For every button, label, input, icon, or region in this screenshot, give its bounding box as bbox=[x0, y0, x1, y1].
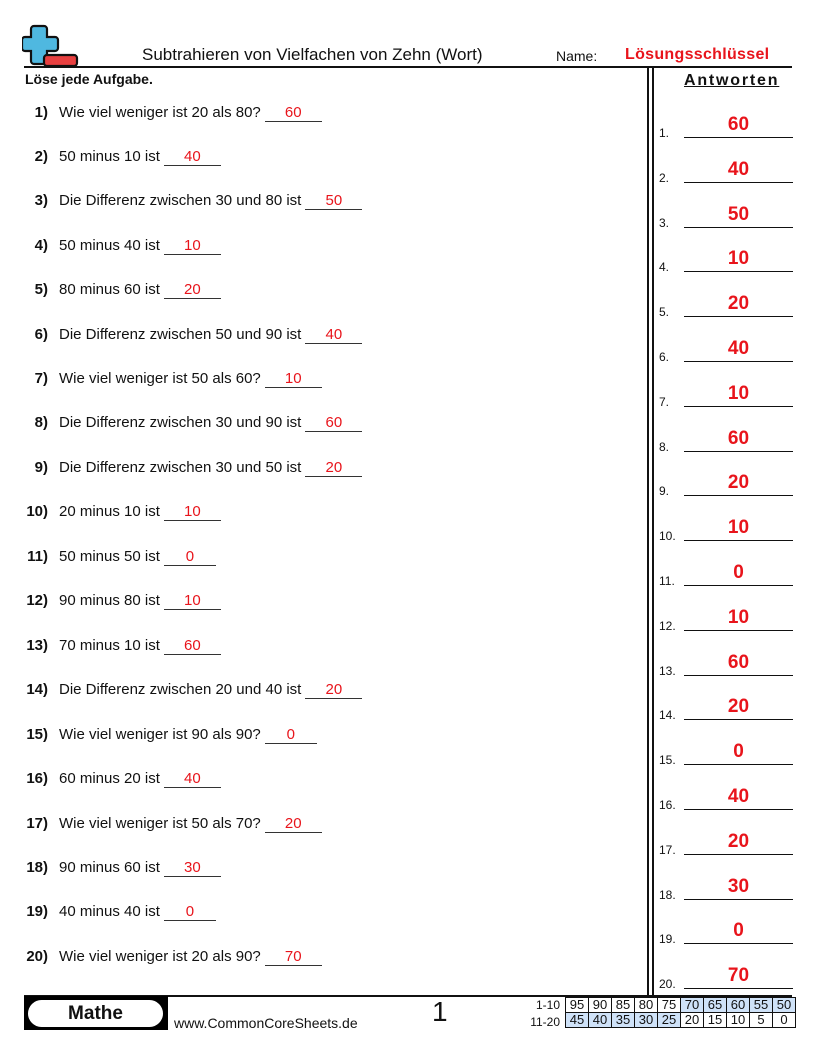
problem-text bbox=[59, 770, 221, 788]
answer-key-line bbox=[684, 988, 793, 989]
answer-key-line bbox=[684, 675, 793, 676]
answer-key-item bbox=[659, 638, 793, 678]
problem-prompt: Wie viel weniger ist 90 als 90? bbox=[59, 726, 261, 743]
problem-number: 6) bbox=[34, 326, 48, 343]
answer-blank[interactable]: 20 bbox=[265, 815, 322, 833]
answer-key-item bbox=[659, 190, 793, 230]
score-cell: 15 bbox=[704, 1013, 727, 1028]
answer-key-value: 40 bbox=[727, 158, 750, 180]
problem-number: 5) bbox=[34, 281, 48, 298]
problem-number: 9) bbox=[34, 459, 48, 476]
answer-key-item bbox=[659, 817, 793, 857]
answer-key-number: 10. bbox=[659, 529, 676, 544]
answer-key-number: 4. bbox=[659, 260, 670, 275]
answer-key-value: 20 bbox=[727, 830, 750, 852]
answer-key-value: 0 bbox=[733, 741, 744, 763]
website-url: www.CommonCoreSheets.de bbox=[174, 1015, 358, 1031]
problem-prompt: Die Differenz zwischen 50 und 90 ist bbox=[59, 326, 302, 343]
answer-key-value: 20 bbox=[727, 472, 750, 494]
problem-text bbox=[59, 192, 362, 210]
problem-text bbox=[59, 859, 221, 877]
header-divider bbox=[24, 66, 792, 68]
answer-blank[interactable]: 70 bbox=[265, 948, 322, 966]
answer-key-item bbox=[659, 100, 793, 140]
answer-blank[interactable]: 0 bbox=[265, 726, 317, 744]
answer-key-line bbox=[684, 943, 793, 944]
score-cell: 35 bbox=[612, 1013, 635, 1028]
answer-key-item bbox=[659, 772, 793, 812]
problem-text bbox=[59, 148, 221, 166]
answer-key-number: 3. bbox=[659, 215, 670, 230]
name-label: Name: bbox=[556, 48, 598, 64]
answer-blank[interactable]: 40 bbox=[305, 326, 362, 344]
problem-item bbox=[0, 370, 640, 392]
problem-item bbox=[0, 592, 640, 614]
answer-key-value: 10 bbox=[727, 382, 750, 404]
problem-text bbox=[59, 681, 362, 699]
problem-item bbox=[0, 237, 640, 259]
answer-blank[interactable]: 40 bbox=[164, 770, 221, 788]
score-cell: 10 bbox=[727, 1013, 750, 1028]
answer-blank[interactable]: 10 bbox=[164, 237, 221, 255]
problem-item bbox=[0, 503, 640, 525]
answer-key-line bbox=[684, 137, 793, 138]
column-divider bbox=[652, 67, 654, 995]
answer-key-line bbox=[684, 406, 793, 407]
problem-prompt: 50 minus 10 ist bbox=[59, 148, 160, 165]
score-cell: 65 bbox=[704, 998, 727, 1013]
problem-prompt: 20 minus 10 ist bbox=[59, 503, 160, 520]
answer-key-number: 14. bbox=[659, 708, 676, 723]
answer-blank[interactable]: 10 bbox=[265, 370, 322, 388]
answer-key-number: 11. bbox=[659, 574, 675, 588]
answer-key-item bbox=[659, 145, 793, 185]
answer-key-line bbox=[684, 316, 793, 317]
problem-number: 7) bbox=[34, 370, 48, 387]
score-row-label: 11-20 bbox=[530, 1015, 560, 1029]
problem-prompt: Die Differenz zwischen 20 und 40 ist bbox=[59, 681, 302, 698]
score-cell: 30 bbox=[635, 1013, 658, 1028]
score-cell: 5 bbox=[750, 1013, 773, 1028]
problem-number: 18) bbox=[26, 859, 48, 876]
plus-minus-logo-icon bbox=[22, 24, 80, 68]
score-row bbox=[566, 998, 796, 1013]
problem-prompt: 60 minus 20 ist bbox=[59, 770, 160, 787]
answer-key-number: 8. bbox=[659, 439, 670, 454]
answer-key-line bbox=[684, 361, 793, 362]
problem-number: 16) bbox=[26, 770, 48, 787]
answer-key-number: 15. bbox=[659, 753, 676, 768]
problem-prompt: 40 minus 40 ist bbox=[59, 903, 160, 920]
problem-text bbox=[59, 637, 221, 655]
answer-key-value: 10 bbox=[727, 248, 750, 270]
answer-key-item bbox=[659, 458, 793, 498]
problem-prompt: Die Differenz zwischen 30 und 50 ist bbox=[59, 459, 302, 476]
answer-key-item bbox=[659, 369, 793, 409]
problem-prompt: 90 minus 60 ist bbox=[59, 859, 160, 876]
score-table bbox=[565, 997, 796, 1028]
answer-key-number: 6. bbox=[659, 350, 670, 364]
answer-key-value: 10 bbox=[727, 517, 750, 539]
problem-number: 2) bbox=[34, 148, 48, 165]
problem-number: 1) bbox=[34, 104, 48, 121]
answer-key-value: 10 bbox=[727, 606, 750, 628]
problem-prompt: Wie viel weniger ist 50 als 60? bbox=[59, 370, 261, 387]
answer-key-line bbox=[684, 182, 793, 183]
answer-key-item bbox=[659, 727, 793, 767]
score-cell: 95 bbox=[566, 998, 589, 1013]
problem-number: 8) bbox=[34, 414, 48, 431]
answer-blank[interactable]: 40 bbox=[164, 148, 221, 166]
answer-key-item bbox=[659, 548, 793, 588]
answer-key-value: 60 bbox=[727, 651, 750, 673]
answer-key-line bbox=[684, 719, 793, 720]
answer-key-line bbox=[684, 630, 793, 631]
answer-blank[interactable]: 0 bbox=[164, 903, 216, 921]
problem-item bbox=[0, 192, 640, 214]
problem-item bbox=[0, 681, 640, 703]
problem-text bbox=[59, 815, 322, 833]
problem-number: 4) bbox=[34, 237, 48, 254]
answer-key-line bbox=[684, 854, 793, 855]
problem-prompt: Wie viel weniger ist 50 als 70? bbox=[59, 815, 261, 832]
answer-key-number: 2. bbox=[659, 170, 670, 185]
problem-number: 10) bbox=[26, 503, 48, 520]
problem-item bbox=[0, 326, 640, 348]
answer-key-number: 12. bbox=[659, 618, 676, 633]
answer-key-line bbox=[684, 451, 793, 452]
answer-blank[interactable]: 30 bbox=[164, 859, 221, 877]
answer-key-number: 1. bbox=[659, 126, 670, 140]
problem-text bbox=[59, 370, 322, 388]
problem-text bbox=[59, 459, 362, 477]
problem-number: 15) bbox=[26, 726, 48, 743]
answer-key-item bbox=[659, 414, 793, 454]
score-cell: 45 bbox=[566, 1013, 589, 1028]
answer-key-line bbox=[684, 271, 793, 272]
problem-item bbox=[0, 548, 640, 570]
answer-key-line bbox=[684, 764, 793, 765]
score-row-label: 1-10 bbox=[535, 998, 560, 1012]
score-cell: 50 bbox=[773, 998, 796, 1013]
answer-key-line bbox=[684, 585, 793, 586]
answer-key-value: 0 bbox=[733, 562, 744, 583]
answer-key-number: 7. bbox=[659, 394, 670, 409]
problem-item bbox=[0, 637, 640, 659]
score-cell: 60 bbox=[727, 998, 750, 1013]
problem-prompt: Wie viel weniger ist 20 als 80? bbox=[59, 104, 261, 121]
answers-heading: Antworten bbox=[684, 72, 780, 89]
answer-blank[interactable]: 60 bbox=[305, 414, 362, 432]
answer-key-line bbox=[684, 495, 793, 496]
problem-number: 20) bbox=[26, 948, 48, 965]
problem-item bbox=[0, 148, 640, 170]
score-cell: 75 bbox=[658, 998, 681, 1013]
problem-item bbox=[0, 948, 640, 970]
problem-text bbox=[59, 948, 322, 966]
problem-number: 19) bbox=[26, 903, 48, 920]
page-number: 1 bbox=[432, 996, 448, 1027]
answer-key-number: 16. bbox=[659, 798, 676, 812]
answer-key-line bbox=[684, 227, 793, 228]
problem-text bbox=[59, 281, 221, 299]
answer-key-number: 19. bbox=[659, 932, 676, 947]
score-cell: 70 bbox=[681, 998, 704, 1013]
name-value: Lösungsschlüssel bbox=[625, 46, 770, 63]
column-divider bbox=[647, 67, 649, 995]
answer-key-value: 60 bbox=[727, 114, 750, 135]
answer-blank[interactable]: 0 bbox=[164, 548, 216, 566]
score-cell: 25 bbox=[658, 1013, 681, 1028]
answer-key-value: 20 bbox=[727, 293, 750, 315]
problem-number: 11) bbox=[27, 548, 48, 565]
answer-key-number: 18. bbox=[659, 887, 676, 902]
problem-prompt: Wie viel weniger ist 20 als 90? bbox=[59, 948, 261, 965]
problem-number: 17) bbox=[26, 815, 48, 832]
problem-number: 3) bbox=[34, 192, 48, 209]
worksheet-title: Subtrahieren von Vielfachen von Zehn (Wort) bbox=[142, 45, 483, 64]
problem-item bbox=[0, 859, 640, 881]
problem-item bbox=[0, 770, 640, 792]
answer-key-line bbox=[684, 809, 793, 810]
answer-key-value: 20 bbox=[727, 696, 750, 718]
problem-item bbox=[0, 903, 640, 925]
problem-text bbox=[59, 726, 317, 744]
problem-prompt: 70 minus 10 ist bbox=[59, 637, 160, 654]
score-cell: 20 bbox=[681, 1013, 704, 1028]
problem-text bbox=[59, 592, 221, 610]
problem-item bbox=[0, 815, 640, 837]
problem-prompt: 50 minus 50 ist bbox=[59, 548, 160, 565]
answer-key-number: 20. bbox=[659, 977, 676, 992]
answer-key-number: 9. bbox=[659, 484, 670, 499]
score-cell: 80 bbox=[635, 998, 658, 1013]
answer-key-number: 13. bbox=[659, 663, 676, 678]
answer-key-value: 40 bbox=[727, 338, 750, 359]
problem-text bbox=[59, 903, 216, 921]
answer-blank[interactable]: 60 bbox=[265, 104, 322, 122]
subject-label: Mathe bbox=[28, 1000, 163, 1027]
problem-item bbox=[0, 104, 640, 126]
answer-key-value: 30 bbox=[727, 875, 750, 897]
score-cell: 0 bbox=[773, 1013, 796, 1028]
score-cell: 55 bbox=[750, 998, 773, 1013]
answer-blank[interactable]: 50 bbox=[305, 192, 362, 210]
answer-key-item bbox=[659, 593, 793, 633]
score-cell: 40 bbox=[589, 1013, 612, 1028]
problem-number: 14) bbox=[26, 681, 48, 698]
problem-item bbox=[0, 414, 640, 436]
problem-item bbox=[0, 459, 640, 481]
answer-key-value: 50 bbox=[727, 203, 750, 225]
answer-blank[interactable]: 20 bbox=[164, 281, 221, 299]
score-cell: 90 bbox=[589, 998, 612, 1013]
problem-number: 13) bbox=[26, 637, 48, 654]
answer-key-line bbox=[684, 540, 793, 541]
score-row bbox=[566, 1013, 796, 1028]
answer-key-value: 0 bbox=[733, 920, 744, 942]
problem-prompt: 80 minus 60 ist bbox=[59, 281, 160, 298]
answer-key-value: 70 bbox=[727, 965, 750, 987]
answer-key-item bbox=[659, 324, 793, 364]
answer-key-line bbox=[684, 899, 793, 900]
score-cell: 85 bbox=[612, 998, 635, 1013]
answer-blank[interactable]: 20 bbox=[305, 681, 362, 699]
problem-item bbox=[0, 726, 640, 748]
answer-blank[interactable]: 10 bbox=[164, 592, 221, 610]
answer-blank[interactable]: 60 bbox=[164, 637, 221, 655]
answer-key-item bbox=[659, 906, 793, 946]
answer-key-value: 60 bbox=[727, 427, 750, 449]
problem-prompt: 90 minus 80 ist bbox=[59, 592, 160, 609]
answer-key-item bbox=[659, 234, 793, 274]
answer-blank[interactable]: 10 bbox=[164, 503, 221, 521]
problem-text bbox=[59, 104, 322, 122]
problem-text bbox=[59, 414, 362, 432]
answer-key-item bbox=[659, 951, 793, 991]
answer-key-number: 17. bbox=[659, 842, 676, 857]
answer-key-item bbox=[659, 503, 793, 543]
problem-text bbox=[59, 326, 362, 344]
answer-blank[interactable]: 20 bbox=[305, 459, 362, 477]
instructions: Löse jede Aufgabe. bbox=[25, 71, 153, 87]
problem-prompt: 50 minus 40 ist bbox=[59, 237, 160, 254]
answer-key-item bbox=[659, 279, 793, 319]
problem-text bbox=[59, 548, 216, 566]
problem-prompt: Die Differenz zwischen 30 und 80 ist bbox=[59, 192, 302, 209]
problem-number: 12) bbox=[26, 592, 48, 609]
problem-prompt: Die Differenz zwischen 30 und 90 ist bbox=[59, 414, 302, 431]
problem-text bbox=[59, 503, 221, 521]
answer-key-number: 5. bbox=[659, 305, 670, 320]
answer-key-value: 40 bbox=[727, 786, 750, 807]
problem-text bbox=[59, 237, 221, 255]
answer-key-item bbox=[659, 862, 793, 902]
answer-key-item bbox=[659, 682, 793, 722]
problem-item bbox=[0, 281, 640, 303]
